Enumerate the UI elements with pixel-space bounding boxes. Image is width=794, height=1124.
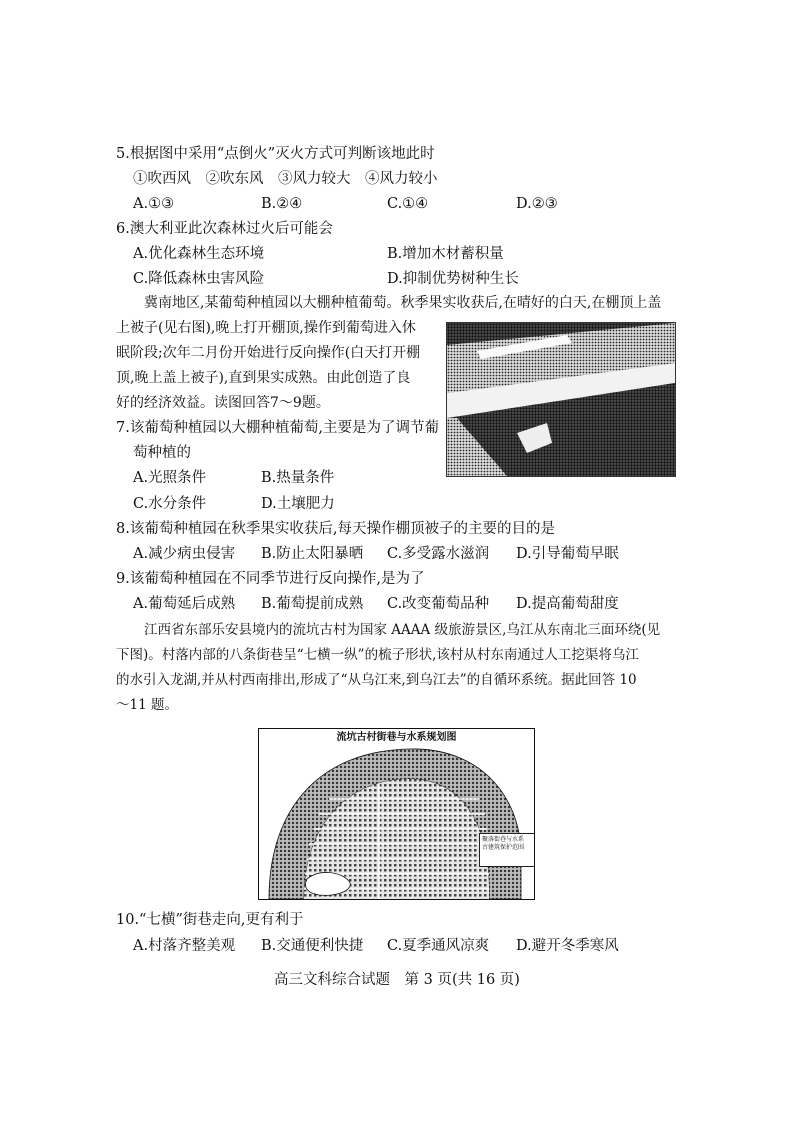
passage-2-line-2: 下图)。村落内部的八条街巷呈“七横一纵”的梳子形状,该村从村东南通过人工挖渠将乌江: [116, 647, 639, 663]
question-7-option-d: D.土壤肥力: [261, 496, 335, 512]
question-9-option-c: C.改变葡萄品种: [387, 596, 490, 612]
question-7-option-a: A.光照条件: [133, 470, 207, 486]
question-9-option-d: D.提高葡萄甜度: [516, 596, 619, 612]
passage-1-line-5: 好的经济效益。读图回答7～9题。: [116, 395, 330, 411]
question-6-option-c: C.降低森林虫害风险: [133, 271, 265, 287]
greenhouse-photo: [446, 322, 676, 477]
question-7-option-b: B.热量条件: [261, 470, 335, 486]
question-9-stem: 9.该葡萄种植园在不同季节进行反向操作,是为了: [116, 571, 425, 587]
question-5-items: ①吹西风 ②吹东风 ③风力较大 ④风力较小: [133, 171, 438, 187]
question-6-stem: 6.澳大利亚此次森林过火后可能会: [116, 221, 333, 237]
legend-item-protection-zone: 古建筑保护范围: [482, 844, 525, 851]
passage-2-line-3: 的水引入龙湖,并从村西南排出,形成了“从乌江来,到乌江去”的自循环系统。据此回答 10: [116, 672, 637, 688]
question-9-option-a: A.葡萄延后成熟: [133, 596, 236, 612]
question-8-option-c: C.多受露水滋润: [387, 546, 490, 562]
page-footer: 高三文科综合试题 第 3 页(共 16 页): [274, 972, 520, 988]
passage-1-line-2: 上被子(见右图),晚上打开棚顶,操作到葡萄进入休: [116, 320, 416, 336]
question-10-option-c: C.夏季通风凉爽: [387, 938, 490, 954]
question-6-option-a: A.优化森林生态环境: [133, 246, 265, 262]
question-8-stem: 8.该葡萄种植园在秋季果实收获后,每天操作棚顶被子的主要的目的是: [116, 521, 555, 537]
map-legend: [479, 833, 535, 867]
question-5-option-c: C.①④: [387, 196, 429, 212]
question-8-option-d: D.引导葡萄早眠: [516, 546, 619, 562]
question-7-stem-line-2: 萄种植的: [133, 445, 191, 461]
passage-1-line-3: 眠阶段;次年二月份开始进行反向操作(白天打开棚: [116, 345, 421, 361]
question-10-stem: 10.“七横”街巷走向,更有利于: [116, 912, 304, 928]
question-5-option-d: D.②③: [516, 196, 558, 212]
passage-1-line-4: 顶,晚上盖上被子),直到果实成熟。由此创造了良: [116, 370, 411, 386]
question-5-option-a: A.①③: [133, 196, 175, 212]
legend-item-streets: 聚落街巷与水系: [482, 836, 525, 843]
village-water-system-map: [258, 728, 535, 900]
question-6-option-d: D.抑制优势树种生长: [387, 271, 519, 287]
map-title: 流坑古村街巷与水系规划图: [336, 732, 457, 743]
passage-2-line-4: ～11 题。: [116, 697, 178, 713]
question-7-stem-line-1: 7.该葡萄种植园以大棚种植葡萄,主要是为了调节葡: [116, 420, 439, 436]
question-8-option-b: B.防止太阳暴晒: [261, 546, 364, 562]
passage-1-line-1: 冀南地区,某葡萄种植园以大棚种植葡萄。秋季果实收获后,在晴好的白天,在棚顶上盖: [144, 295, 662, 311]
question-5-option-b: B.②④: [261, 196, 303, 212]
question-10-option-d: D.避开冬季寒风: [516, 938, 619, 954]
question-10-option-b: B.交通便利快捷: [261, 938, 364, 954]
question-9-option-b: B.葡萄提前成熟: [261, 596, 364, 612]
passage-2-line-1: 江西省东部乐安县境内的流坑古村为国家 AAAA 级旅游景区,乌江从东南北三面环绕(见: [144, 622, 661, 638]
question-8-option-a: A.减少病虫侵害: [133, 546, 236, 562]
question-5-stem: 5.根据图中采用“点倒火”灭火方式可判断该地此时: [116, 146, 435, 162]
question-7-option-c: C.水分条件: [133, 496, 207, 512]
question-10-option-a: A.村落齐整美观: [133, 938, 236, 954]
question-6-option-b: B.增加木材蓄积量: [387, 246, 504, 262]
